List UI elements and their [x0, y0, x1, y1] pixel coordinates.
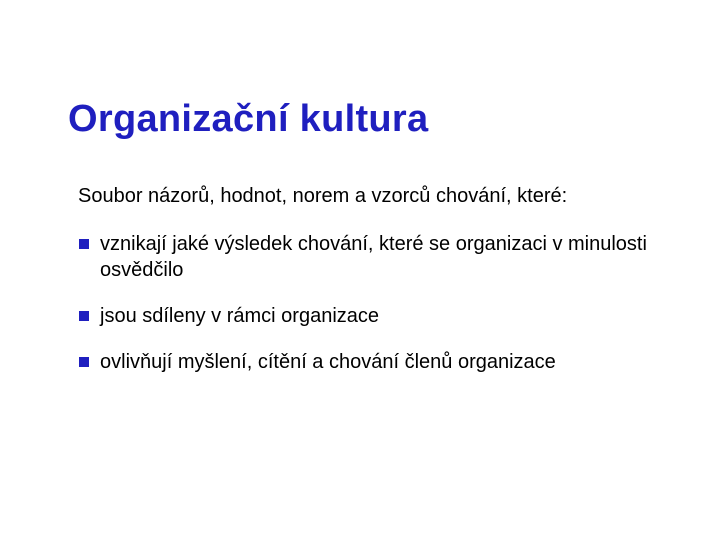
slide-body — [78, 183, 678, 375]
bullet-text: jsou sdíleny v rámci organizace — [100, 305, 380, 327]
bullet-list — [78, 231, 678, 375]
list-item — [78, 303, 678, 329]
list-item — [78, 231, 678, 283]
intro-text: Soubor názorů, hodnot, norem a vzorců chování, které: — [78, 185, 568, 207]
bullet-text: vznikají jaké výsledek chování, které se organizaci v minulosti osvědčilo — [100, 233, 647, 281]
square-bullet-icon — [79, 311, 89, 321]
bullet-text: ovlivňují myšlení, cítění a chování členů organizace — [100, 351, 556, 373]
square-bullet-icon — [79, 239, 89, 249]
square-bullet-icon — [79, 357, 89, 367]
list-item — [78, 349, 678, 375]
slide-title: Organizační kultura — [68, 98, 429, 140]
